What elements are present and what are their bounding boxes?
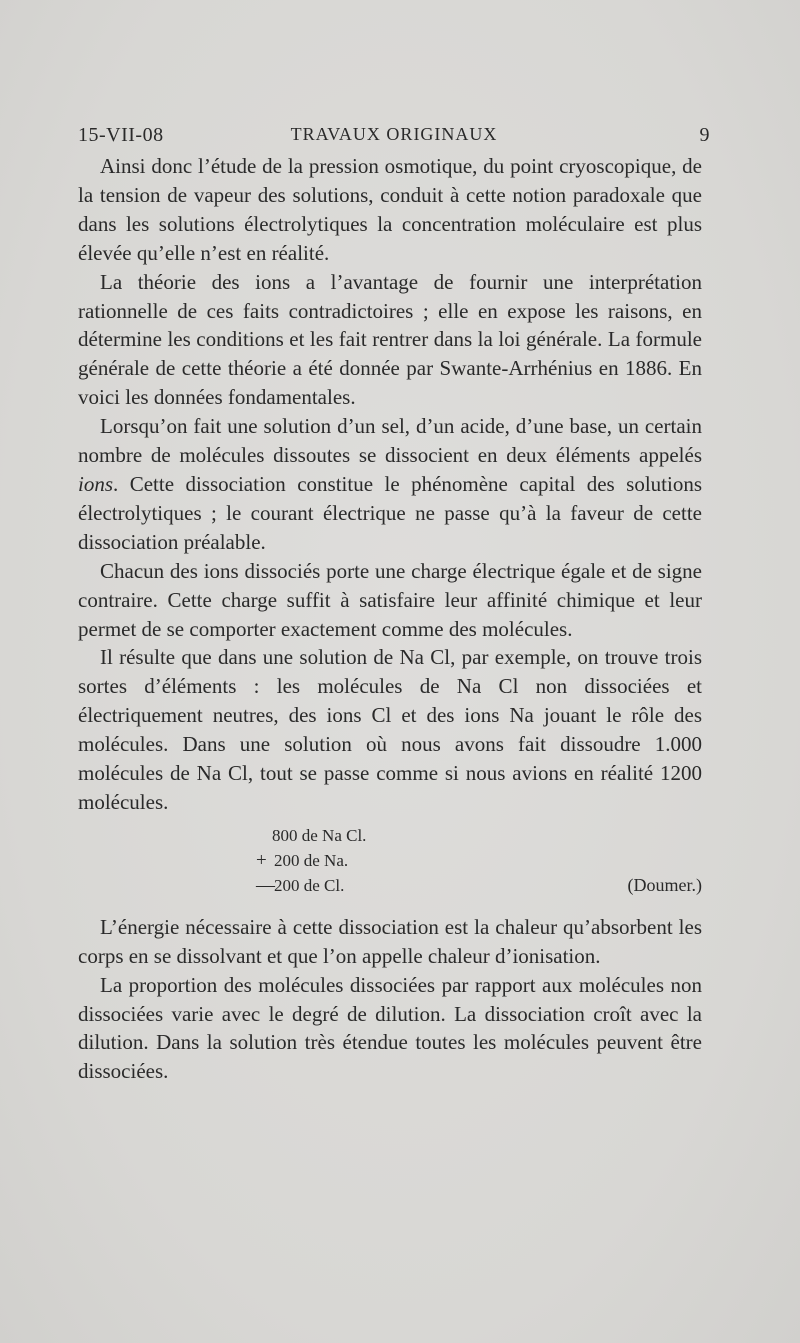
formula-line-2-text: 200 de Na. <box>274 850 349 870</box>
page-number: 9 <box>699 124 710 146</box>
formula-source: (Doumer.) <box>627 874 702 895</box>
running-header <box>78 124 710 154</box>
plus-sign: + <box>256 849 267 871</box>
paragraph-5: Il résulte que dans une solution de Na Cl, par exemple, on trouve trois sortes d’éléments : les molécules de Na Cl non dissociées et électriquement neutres, des ions Cl et des ions Na jouant le rôle des molécules. Dans une solution où nous avons fait dissoudre 1.000 molécules de Na Cl, tout se passe comme si nous avions en réalité 1200 molécules. <box>78 645 702 814</box>
formula-line-3-text: 200 de Cl. <box>274 875 345 895</box>
formula-line-1: 800 de Na Cl. <box>272 825 367 845</box>
header-title: TRAVAUX ORIGINAUX <box>290 124 498 144</box>
body-text <box>78 152 702 1086</box>
ions-term: ions <box>78 471 114 496</box>
paragraph-6: L’énergie nécessaire à cette dissociation est la chaleur qu’absorbent les corps en se dissolvant et que l’on appelle chaleur d’ionisation. <box>78 914 702 968</box>
formula-line-2 <box>256 848 716 873</box>
paragraph-7: La proportion des molécules dissociées par rapport aux molécules non dissociées varie avec le degré de dilution. La dissociation croît avec la dilution. Dans la solution très étendue toutes les molécules peuvent être dissociées. <box>78 972 702 1084</box>
paragraph-2: La théorie des ions a l’avantage de fournir une interprétation rationnelle de ces faits contradictoires ; elle en expose les raisons, en détermine les conditions et les fait rentrer dans la loi générale. La formule générale de cette théorie a été donnée par Swante-Arrhénius en 1886. En voici les données fondamentales. <box>78 269 702 410</box>
paragraph-4: Chacun des ions dissociés porte une charge électrique égale et de signe contraire. Cette charge suffit à satisfaire leur affinité chimique et leur permet de se comporter exactement comme des molécules. <box>78 558 702 641</box>
paragraph-3-text-end: . Cette dissociation constitue le phénomène capital des solutions électrolytiques ; le courant électrique ne passe qu’à la faveur de cette dissociation préalable. <box>78 471 702 554</box>
paragraph-3-text: Lorsqu’on fait une solution d’un sel, d’un acide, d’une base, un certain nombre de molécules dissoutes se dissocient en deux éléments appelés <box>78 414 702 468</box>
dissociation-formula <box>78 823 702 911</box>
paragraph-3 <box>78 412 702 557</box>
header-date: 15-VII-08 <box>78 124 164 146</box>
minus-sign: — <box>256 874 275 896</box>
paragraph-1: Ainsi donc l’étude de la pression osmotique, du point cryoscopique, de la tension de vapeur des solutions, conduit à cette notion paradoxale que dans les solutions électrolytiques la concentration moléculaire est plus élevée qu’elle n’est en réalité. <box>78 154 702 265</box>
